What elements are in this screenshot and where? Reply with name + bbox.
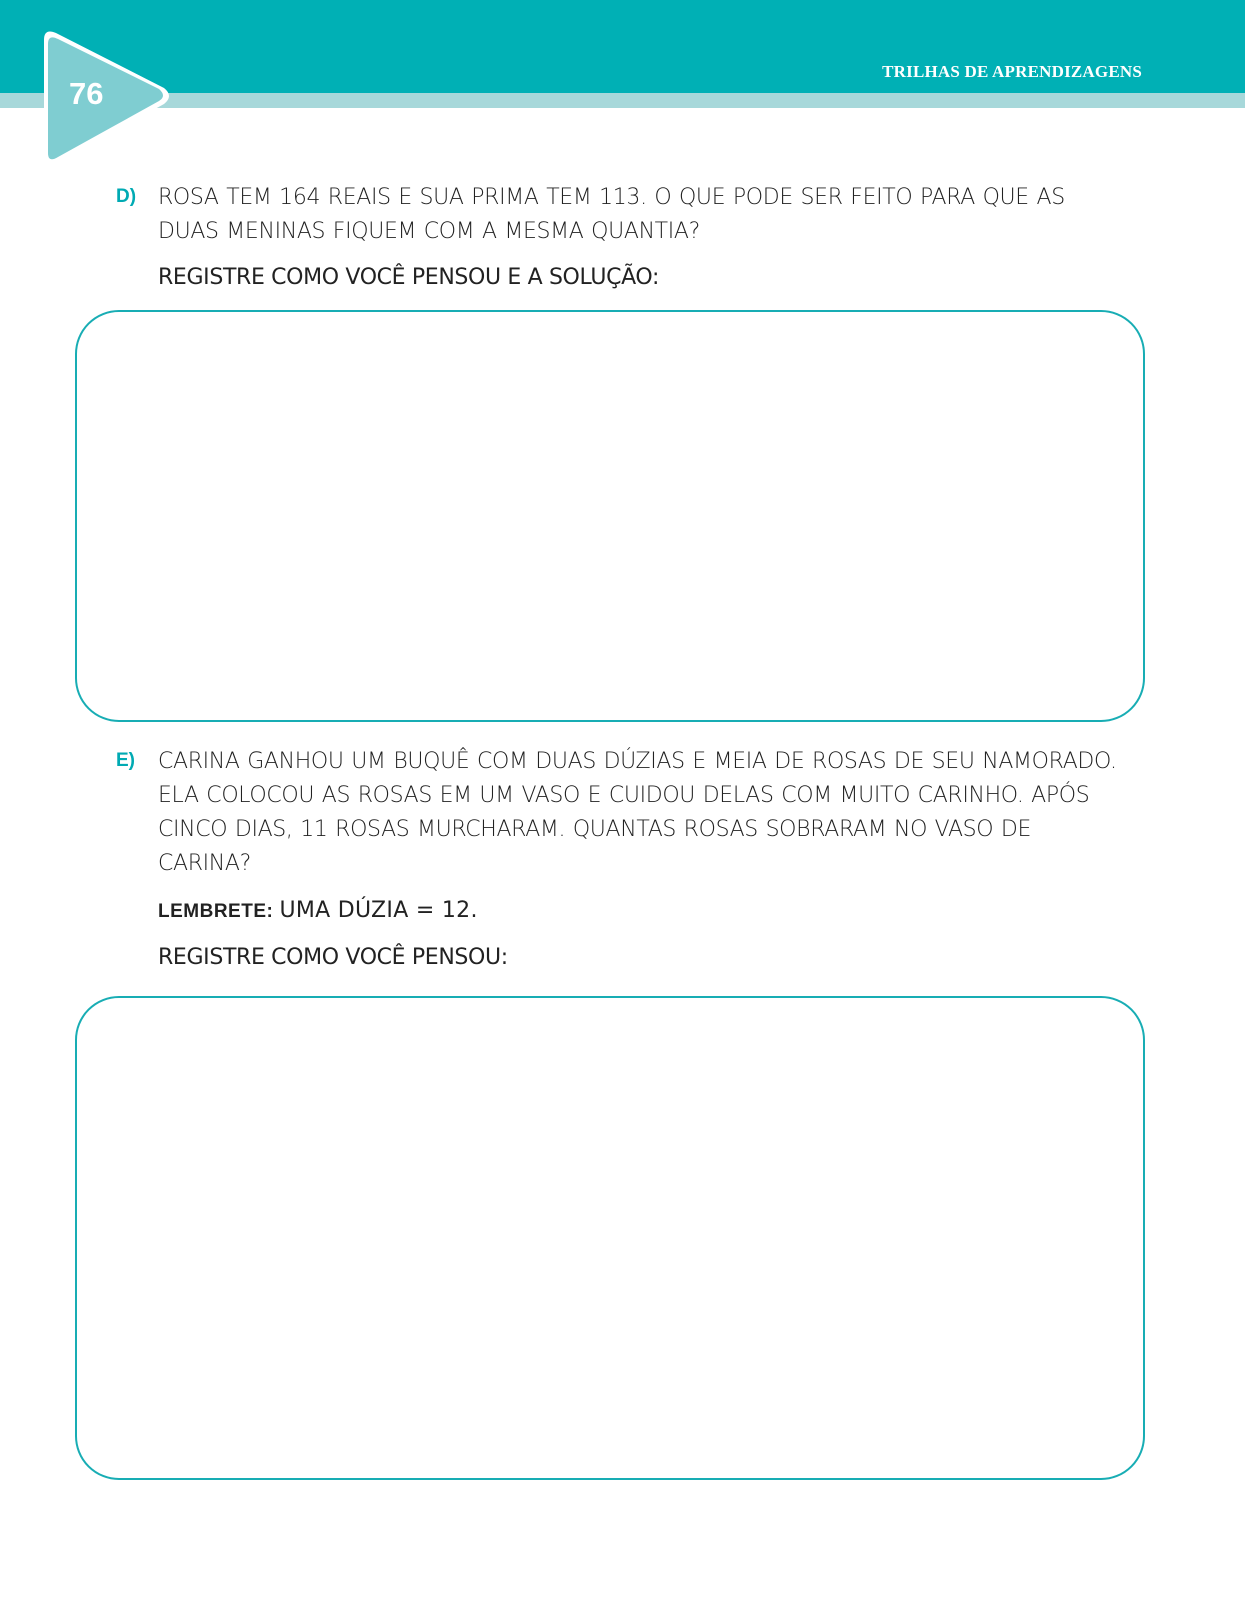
page-number-tab: [38, 26, 174, 174]
reminder-text: UMA DÚZIA = 12.: [279, 898, 478, 923]
header-title: TRILHAS DE APRENDIZAGENS: [882, 62, 1142, 81]
question-letter: D): [116, 186, 137, 207]
question-instruction: REGISTRE COMO VOCÊ PENSOU:: [158, 945, 508, 970]
page-tab-triangle: [38, 26, 174, 174]
question-text: CARINA GANHOU UM BUQUÊ COM DUAS DÚZIAS E MEIA DE ROSAS DE SEU NAMORADO. ELA COLOCOU AS ROSAS EM UM VASO E CUIDOU DELAS COM MUITO CARINHO. APÓS CINCO DIAS, 11 ROSAS MURCHARAM. QUANTAS ROSAS SOBRARAM NO VASO DE CARINA?: [158, 749, 1117, 876]
question-instruction: REGISTRE COMO VOCÊ PENSOU E A SOLUÇÃO:: [158, 265, 660, 290]
reminder-label: LEMBRETE:: [158, 901, 274, 922]
header-stripe: [0, 93, 1245, 108]
question-d: [116, 181, 1126, 295]
question-text: ROSA TEM 164 REAIS E SUA PRIMA TEM 113. O QUE PODE SER FEITO PARA QUE AS DUAS MENINAS FIQUEM COM A MESMA QUANTIA?: [158, 185, 1065, 244]
question-e: [116, 745, 1126, 975]
question-letter: E): [116, 750, 135, 771]
answer-box-d[interactable]: [75, 310, 1145, 722]
answer-box-e[interactable]: [75, 996, 1145, 1480]
reminder: [158, 893, 1126, 929]
page-number: 76: [69, 76, 104, 111]
